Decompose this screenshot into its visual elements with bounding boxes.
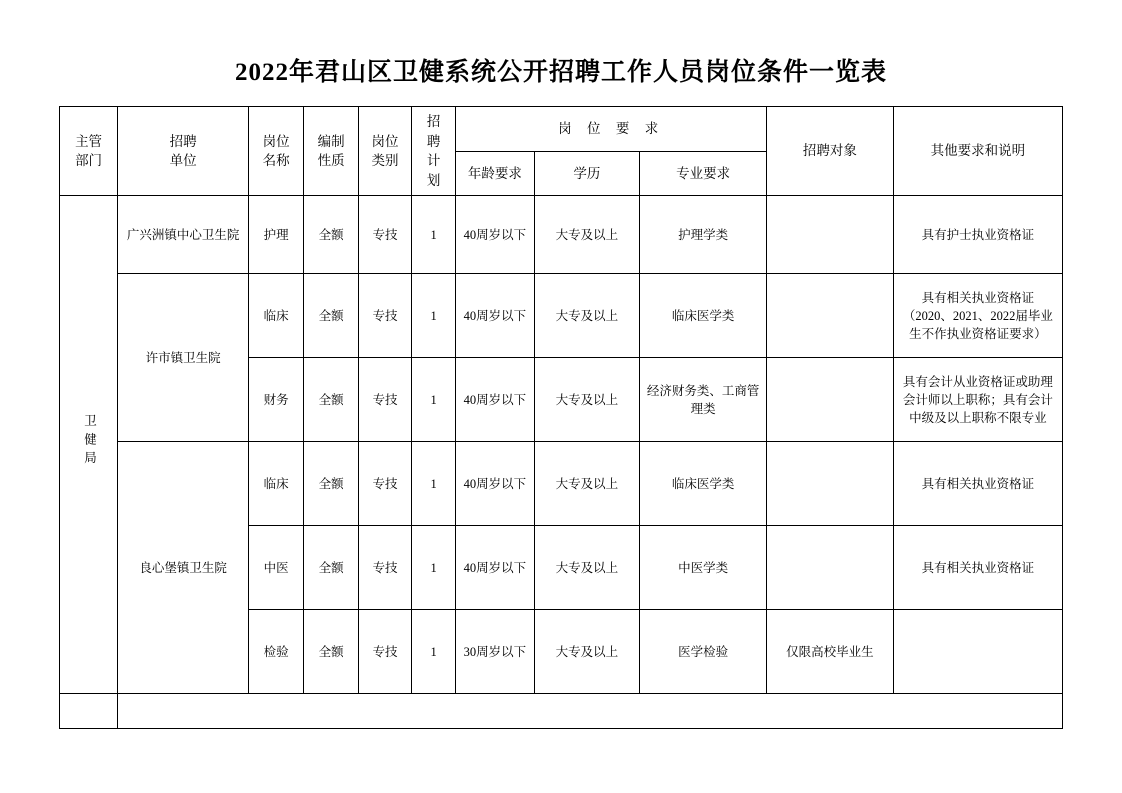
header-recruit-unit: 招聘 单位 — [118, 107, 249, 196]
cell-other — [893, 610, 1062, 694]
table-tail-row — [60, 694, 1063, 729]
header-target: 招聘对象 — [767, 107, 894, 196]
cell-education: 大专及以上 — [534, 526, 640, 610]
cell-major: 中医学类 — [640, 526, 767, 610]
cell-education: 大专及以上 — [534, 196, 640, 274]
cell-plan: 1 — [411, 196, 455, 274]
cell-age: 40周岁以下 — [456, 358, 534, 442]
cell-target: 仅限高校毕业生 — [767, 610, 894, 694]
cell-plan: 1 — [411, 358, 455, 442]
header-plan-count: 招 聘 计 划 — [411, 107, 455, 196]
cell-post: 检验 — [249, 610, 304, 694]
cell-other: 具有相关执业资格证（2020、2021、2022届毕业生不作执业资格证要求） — [893, 274, 1062, 358]
cell-age: 40周岁以下 — [456, 526, 534, 610]
cell-age: 40周岁以下 — [456, 196, 534, 274]
cell-other: 具有相关执业资格证 — [893, 526, 1062, 610]
cell-type: 专技 — [359, 610, 412, 694]
cell-major: 临床医学类 — [640, 274, 767, 358]
cell-target — [767, 442, 894, 526]
cell-type: 专技 — [359, 526, 412, 610]
cell-plan: 1 — [411, 526, 455, 610]
cell-other: 具有护士执业资格证 — [893, 196, 1062, 274]
cell-target — [767, 358, 894, 442]
header-post-name: 岗位 名称 — [249, 107, 304, 196]
header-establishment: 编制 性质 — [304, 107, 359, 196]
header-post-type: 岗位 类别 — [359, 107, 412, 196]
cell-type: 专技 — [359, 274, 412, 358]
cell-establishment: 全额 — [304, 442, 359, 526]
cell-other: 具有相关执业资格证 — [893, 442, 1062, 526]
header-requirements-group: 岗 位 要 求 — [456, 107, 767, 152]
cell-plan: 1 — [411, 610, 455, 694]
cell-post: 护理 — [249, 196, 304, 274]
cell-age: 30周岁以下 — [456, 610, 534, 694]
cell-unit: 良心堡镇卫生院 — [118, 442, 249, 694]
cell-establishment: 全额 — [304, 358, 359, 442]
jobs-table — [59, 106, 1063, 729]
cell-tail-rest — [118, 694, 1063, 729]
cell-major: 医学检验 — [640, 610, 767, 694]
jobs-table-wrapper — [59, 106, 1063, 729]
cell-post: 临床 — [249, 442, 304, 526]
cell-major: 经济财务类、工商管理类 — [640, 358, 767, 442]
cell-establishment: 全额 — [304, 610, 359, 694]
cell-type: 专技 — [359, 196, 412, 274]
cell-other: 具有会计从业资格证或助理会计师以上职称；具有会计中级及以上职称不限专业 — [893, 358, 1062, 442]
cell-tail-left — [60, 694, 118, 729]
cell-target — [767, 526, 894, 610]
cell-age: 40周岁以下 — [456, 274, 534, 358]
cell-target — [767, 274, 894, 358]
table-row — [60, 442, 1063, 526]
cell-unit: 许市镇卫生院 — [118, 274, 249, 442]
header-supervising-dept: 主管 部门 — [60, 107, 118, 196]
cell-age: 40周岁以下 — [456, 442, 534, 526]
cell-type: 专技 — [359, 358, 412, 442]
header-age: 年龄要求 — [456, 151, 534, 196]
header-major: 专业要求 — [640, 151, 767, 196]
cell-plan: 1 — [411, 442, 455, 526]
cell-unit: 广兴洲镇中心卫生院 — [118, 196, 249, 274]
cell-establishment: 全额 — [304, 196, 359, 274]
cell-type: 专技 — [359, 442, 412, 526]
header-other: 其他要求和说明 — [893, 107, 1062, 196]
cell-education: 大专及以上 — [534, 610, 640, 694]
cell-supervising-dept: 卫健局 — [60, 196, 118, 694]
cell-plan: 1 — [411, 274, 455, 358]
cell-post: 临床 — [249, 274, 304, 358]
cell-post: 中医 — [249, 526, 304, 610]
page-title: 2022年君山区卫健系统公开招聘工作人员岗位条件一览表 — [234, 59, 887, 86]
header-education: 学历 — [534, 151, 640, 196]
cell-establishment: 全额 — [304, 274, 359, 358]
cell-establishment: 全额 — [304, 526, 359, 610]
table-row — [60, 196, 1063, 274]
cell-target — [767, 196, 894, 274]
cell-major: 护理学类 — [640, 196, 767, 274]
table-header-row-1 — [60, 107, 1063, 152]
cell-education: 大专及以上 — [534, 274, 640, 358]
cell-post: 财务 — [249, 358, 304, 442]
table-row — [60, 274, 1063, 358]
cell-education: 大专及以上 — [534, 358, 640, 442]
cell-major: 临床医学类 — [640, 442, 767, 526]
cell-education: 大专及以上 — [534, 442, 640, 526]
